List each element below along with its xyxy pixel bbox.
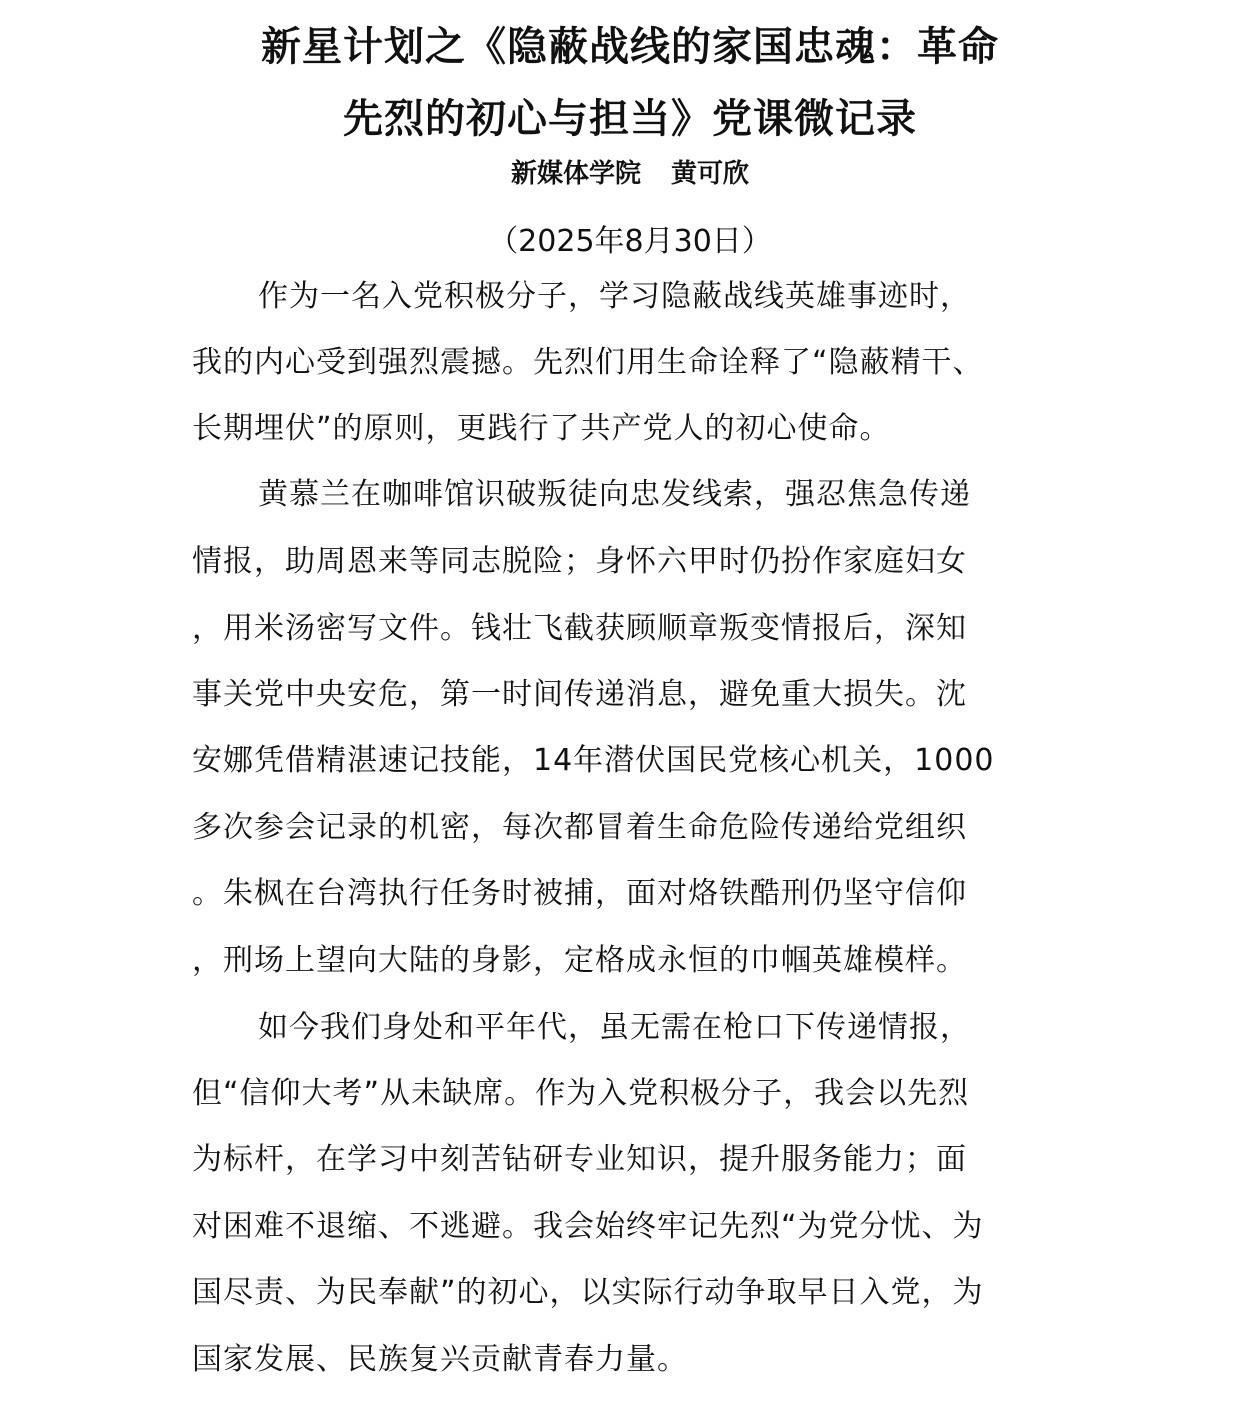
paragraph-3-line-2: 但“信仰大考”从未缺席。作为入党积极分子，我会以先烈 [192, 1076, 970, 1111]
paragraph-2-line-1: 黄慕兰在咖啡馆识破叛徒向忠发线索，强忍焦急传递 [258, 477, 971, 512]
document-title-line-2: 先烈的初心与担当》党课微记录 [343, 96, 917, 142]
paragraph-1-line-2: 我的内心受到强烈震撼。先烈们用生命诠释了“隐蔽精干、 [192, 345, 984, 380]
paragraph-2-line-6: 多次参会记录的机密，每次都冒着生命危险传递给党组织 [192, 810, 967, 845]
author-name: 黄可欣 [671, 159, 750, 189]
paragraph-2-line-7: 。朱枫在台湾执行任务时被捕，面对烙铁酷刑仍坚守信仰 [192, 876, 967, 911]
paragraph-2-line-5: 安娜凭借精湛速记技能，14年潜伏国民党核心机关，1000 [192, 743, 995, 778]
paragraph-2-line-8: ，刑场上望向大陆的身影，定格成永恒的巾帼英雄模样。 [192, 943, 967, 978]
paragraph-2-line-3: ，用米汤密写文件。钱壮飞截获顾顺章叛变情报后，深知 [192, 611, 967, 646]
author-college: 新媒体学院 [510, 159, 641, 189]
byline [150, 156, 1110, 192]
document-title-line-1: 新星计划之《隐蔽战线的家国忠魂：革命 [261, 24, 999, 70]
paragraph-3-line-1: 如今我们身处和平年代，虽无需在枪口下传递情报， [258, 1010, 971, 1045]
paragraph-3-line-5: 国尽责、为民奉献”的初心，以实际行动争取早日入党，为 [192, 1275, 984, 1310]
paragraph-3-line-4: 对困难不退缩、不逃避。我会始终牢记先烈“为党分忧、为 [192, 1209, 984, 1244]
paragraph-3-line-3: 为标杆，在学习中刻苦钻研专业知识，提升服务能力；面 [192, 1142, 967, 1177]
paragraph-2-line-2: 情报，助周恩来等同志脱险；身怀六甲时仍扮作家庭妇女 [192, 544, 967, 579]
paragraph-1-line-1: 作为一名入党积极分子，学习隐蔽战线英雄事迹时， [258, 279, 971, 314]
paragraph-3-line-6: 国家发展、民族复兴贡献青春力量。 [192, 1342, 688, 1377]
document-date: （2025年8月30日） [488, 224, 772, 259]
paragraph-1-line-3: 长期埋伏”的原则，更践行了共产党人的初心使命。 [192, 411, 891, 446]
paragraph-2-line-4: 事关党中央安危，第一时间传递消息，避免重大损失。沈 [192, 677, 967, 712]
